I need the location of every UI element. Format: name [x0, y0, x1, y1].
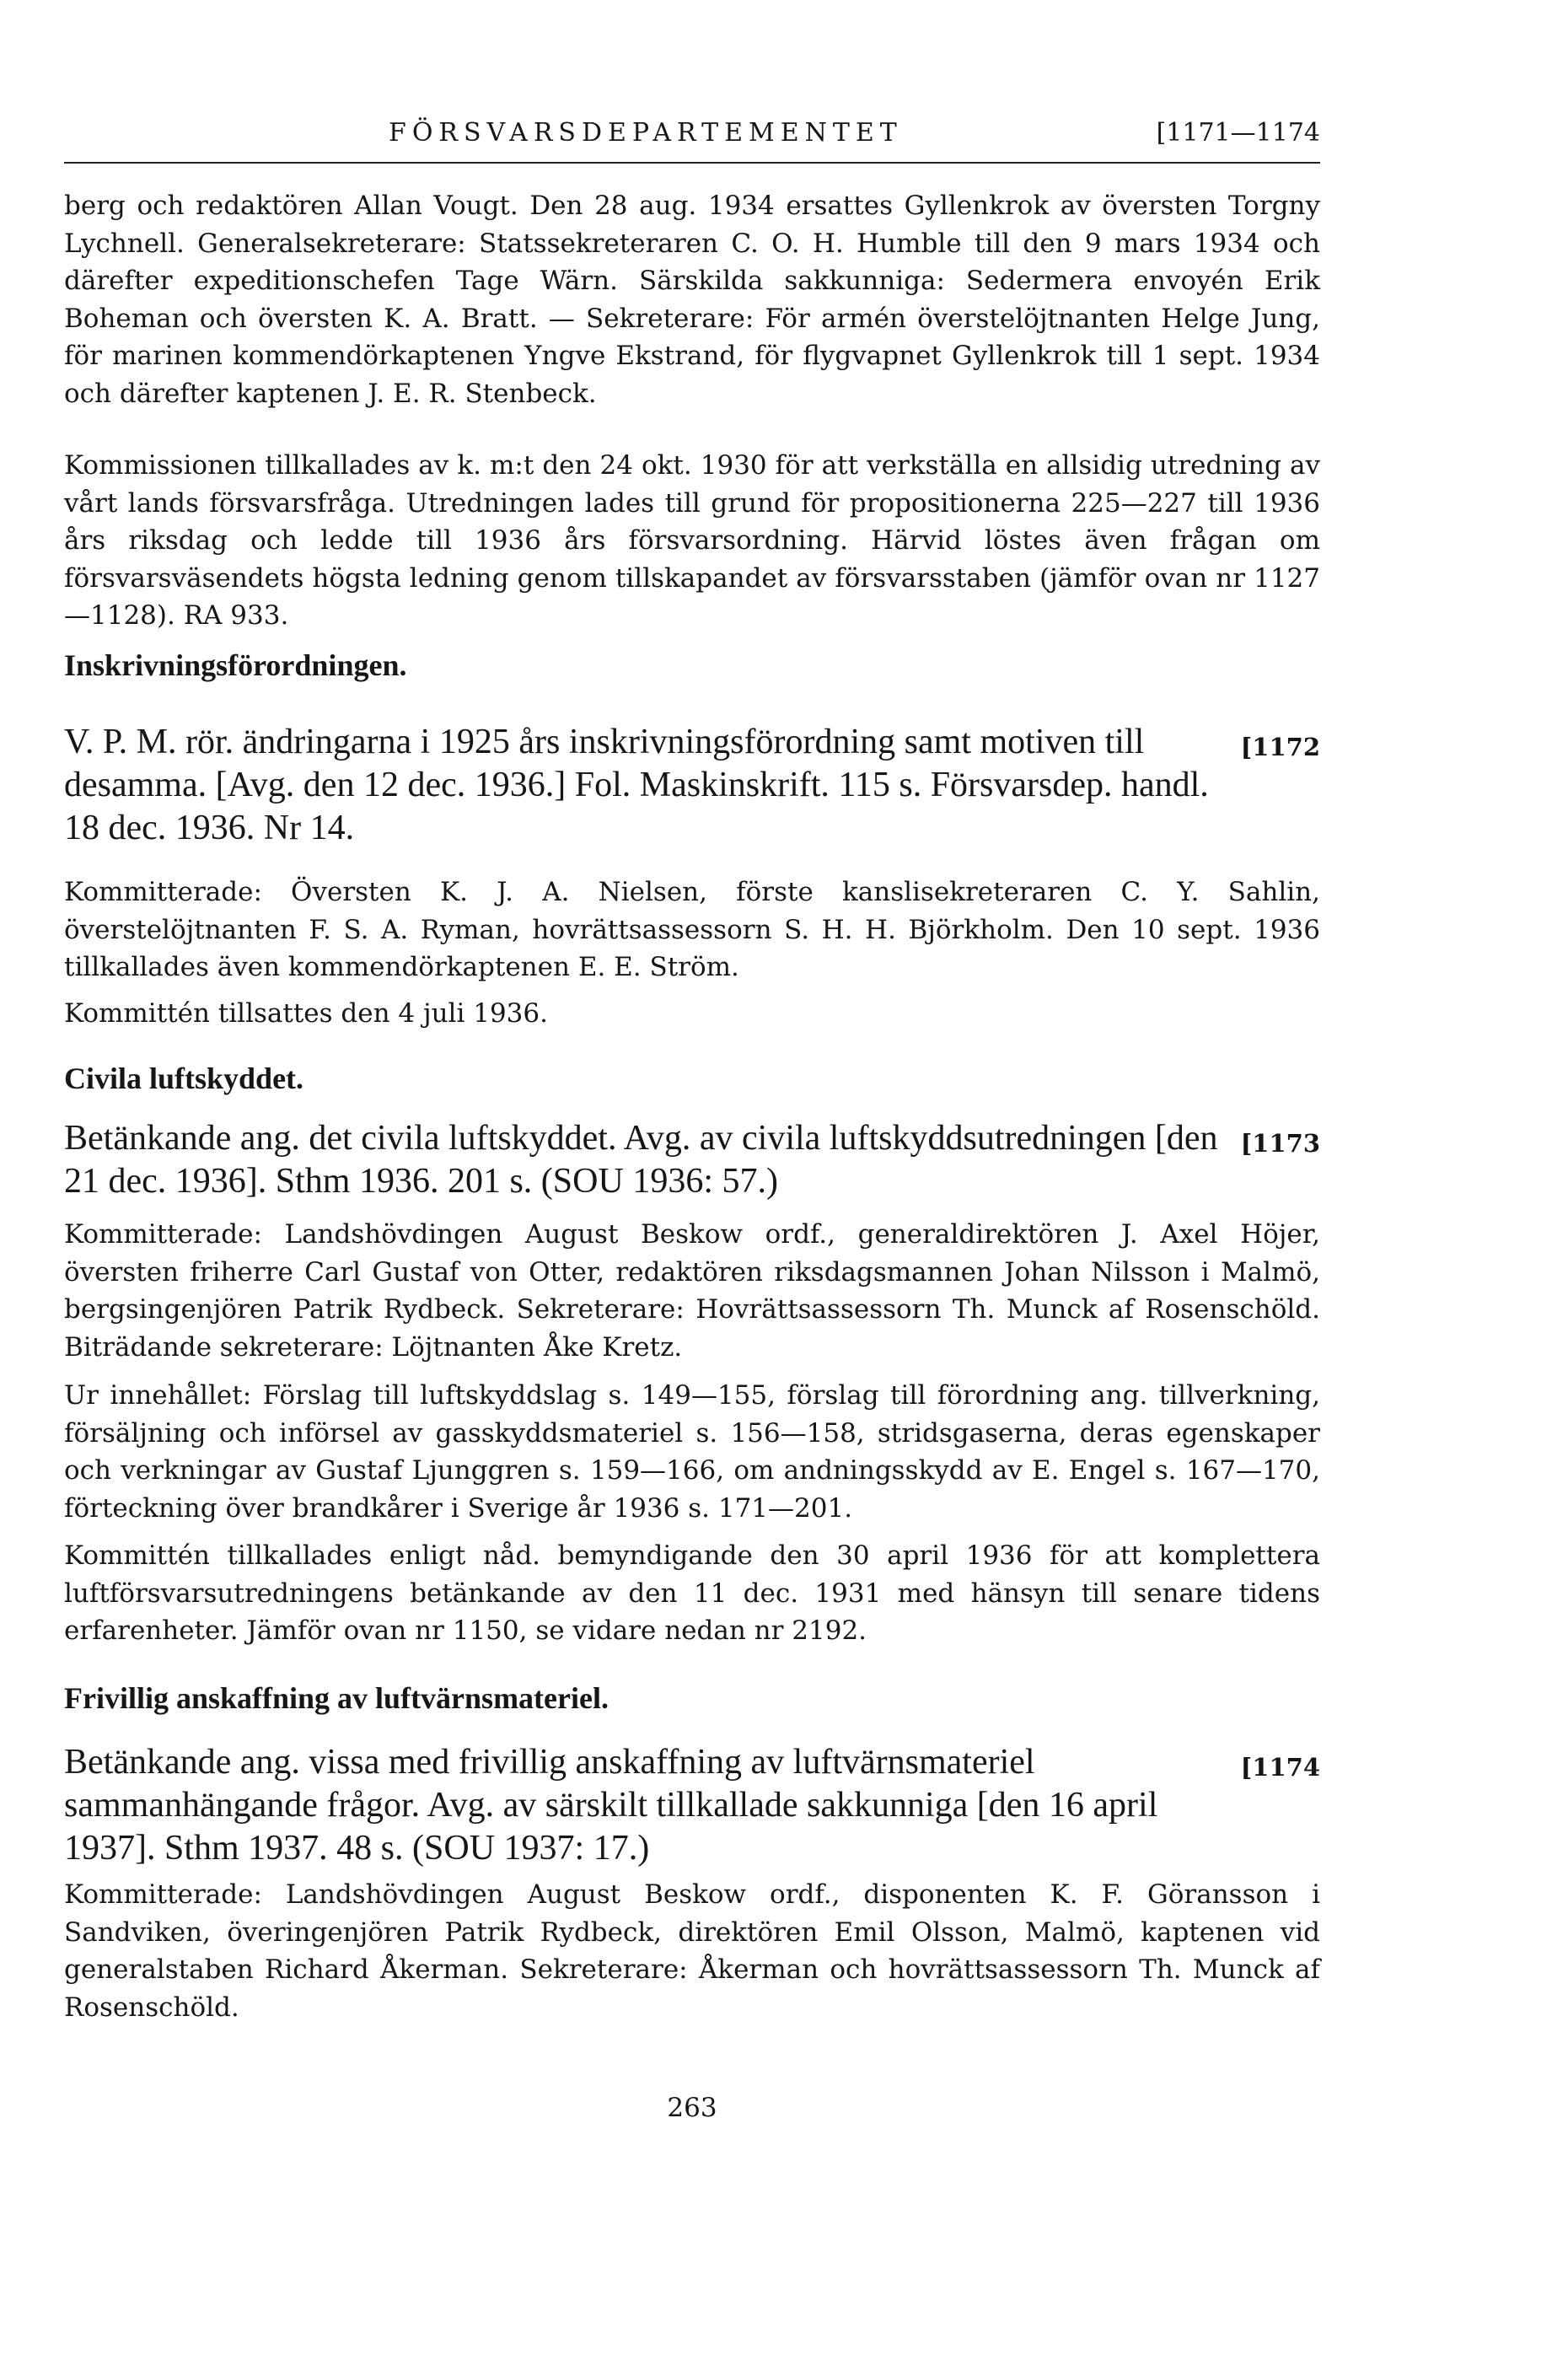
bibliographic-entry	[64, 721, 1320, 850]
section-heading: Inskrivningsförordningen.	[64, 648, 407, 682]
header-entry-range: [1171—1174	[1156, 118, 1320, 148]
section-heading: Frivillig anskaffning av luftvärnsmateriel.	[64, 1681, 609, 1715]
paragraph-commission-purpose: Kommissionen tillkallades av k. m:t den 24 okt. 1930 för att verkställa en allsidig utredning av vårt lands försvarsfråga. Utredningen lades till grund för propositionerna 225—227 till 1936 års riksdag och ledde till 1936 års försvarsordning. Härvid löstes även frågan om försvarsväsendets högsta ledning genom tillskapandet av försvarsstaben (jämför ovan nr 1127—1128). RA 933.	[64, 450, 1320, 631]
paragraph-committee-members: Kommitterade: Landshövdingen August Beskow ordf., disponenten K. F. Göransson i Sandviken, överingenjören Patrik Rydbeck, direktören Emil Olsson, Malmö, kaptenen vid generalstaben Richard Åkerman. Sekreterare: Åkerman och hovrättsassessorn Th. Munck af Rosenschöld.	[64, 1879, 1320, 2023]
paragraph-committee-members: Kommitterade: Översten K. J. A. Nielsen, förste kanslisekreteraren C. Y. Sahlin, överstelöjtnanten F. S. A. Ryman, hovrättsassessorn S. H. H. Björkholm. Den 10 sept. 1936 tillkallades även kommendörkaptenen E. E. Ström.	[64, 877, 1320, 982]
bibliographic-entry	[64, 1741, 1320, 1870]
paragraph-contents: Ur innehållet: Förslag till luftskyddslag s. 149—155, förslag till förordning ang. tillverkning, försäljning och införsel av gasskyddsmateriel s. 156—158, stridsgaserna, deras egenskaper och verkningar av Gustaf Ljunggren s. 159—166, om andningsskydd av E. Engel s. 167—170, förteckning över brandkårer i Sverige år 1936 s. 171—201.	[64, 1380, 1320, 1524]
page-number: 263	[667, 2093, 717, 2123]
entry-number: [1173	[1240, 1129, 1320, 1158]
entry-title: Betänkande ang. vissa med frivillig anskaffning av luftvärnsmateriel sammanhängande frågor. Avg. av särskilt tillkallade sakkunniga [den 16 april 1937]. Sthm 1937. 48 s. (SOU 1937: 17.)	[64, 1743, 1158, 1868]
header-title: FÖRSVARSDEPARTEMENTET	[389, 118, 903, 148]
entry-number: [1174	[1240, 1753, 1320, 1782]
paragraph-committee-members: Kommitterade: Landshövdingen August Beskow ordf., generaldirektören J. Axel Höjer, översten friherre Carl Gustaf von Otter, redaktören riksdagsmannen Johan Nilsson i Malmö, bergsingenjören Patrik Rydbeck. Sekreterare: Hovrättsassessorn Th. Munck af Rosenschöld. Biträdande sekreterare: Löjtnanten Åke Kretz.	[64, 1219, 1320, 1363]
section-heading: Civila luftskyddet.	[64, 1062, 304, 1095]
paragraph-commission-members: berg och redaktören Allan Vougt. Den 28 aug. 1934 ersattes Gyllenkrok av översten Torgny Lychnell. Generalsekreterare: Statssekreteraren C. O. H. Humble till den 9 mars 1934 och därefter expeditionschefen Tage Wärn. Särskilda sakkunniga: Sedermera envoyén Erik Boheman och översten K. A. Bratt. — Sekreterare: För armén överstelöjtnanten Helge Jung, för marinen kommendörkaptenen Yngve Ekstrand, för flygvapnet Gyllenkrok till 1 sept. 1934 och därefter kaptenen J. E. R. Stenbeck.	[64, 191, 1320, 409]
bibliographic-entry	[64, 1117, 1320, 1203]
paragraph-committee-mandate: Kommittén tillkallades enligt nåd. bemyndigande den 30 april 1936 för att komplettera luftförsvarsutredningens betänkande av den 11 dec. 1931 med hänsyn till senare tidens erfarenheter. Jämför ovan nr 1150, se vidare nedan nr 2192.	[64, 1540, 1320, 1646]
paragraph-committee-appointed: Kommittén tillsattes den 4 juli 1936.	[64, 998, 548, 1029]
entry-title: V. P. M. rör. ändringarna i 1925 års inskrivningsförordning samt motiven till desamma. [Avg. den 12 dec. 1936.] Fol. Maskinskrift. 115 s. Försvarsdep. handl. 18 dec. 1936. Nr 14.	[64, 723, 1209, 847]
running-header	[64, 111, 1320, 164]
entry-number: [1172	[1240, 733, 1320, 761]
entry-title: Betänkande ang. det civila luftskyddet. Avg. av civila luftskyddsutredningen [den 21 dec. 1936]. Sthm 1936. 201 s. (SOU 1936: 57.)	[64, 1119, 1218, 1201]
